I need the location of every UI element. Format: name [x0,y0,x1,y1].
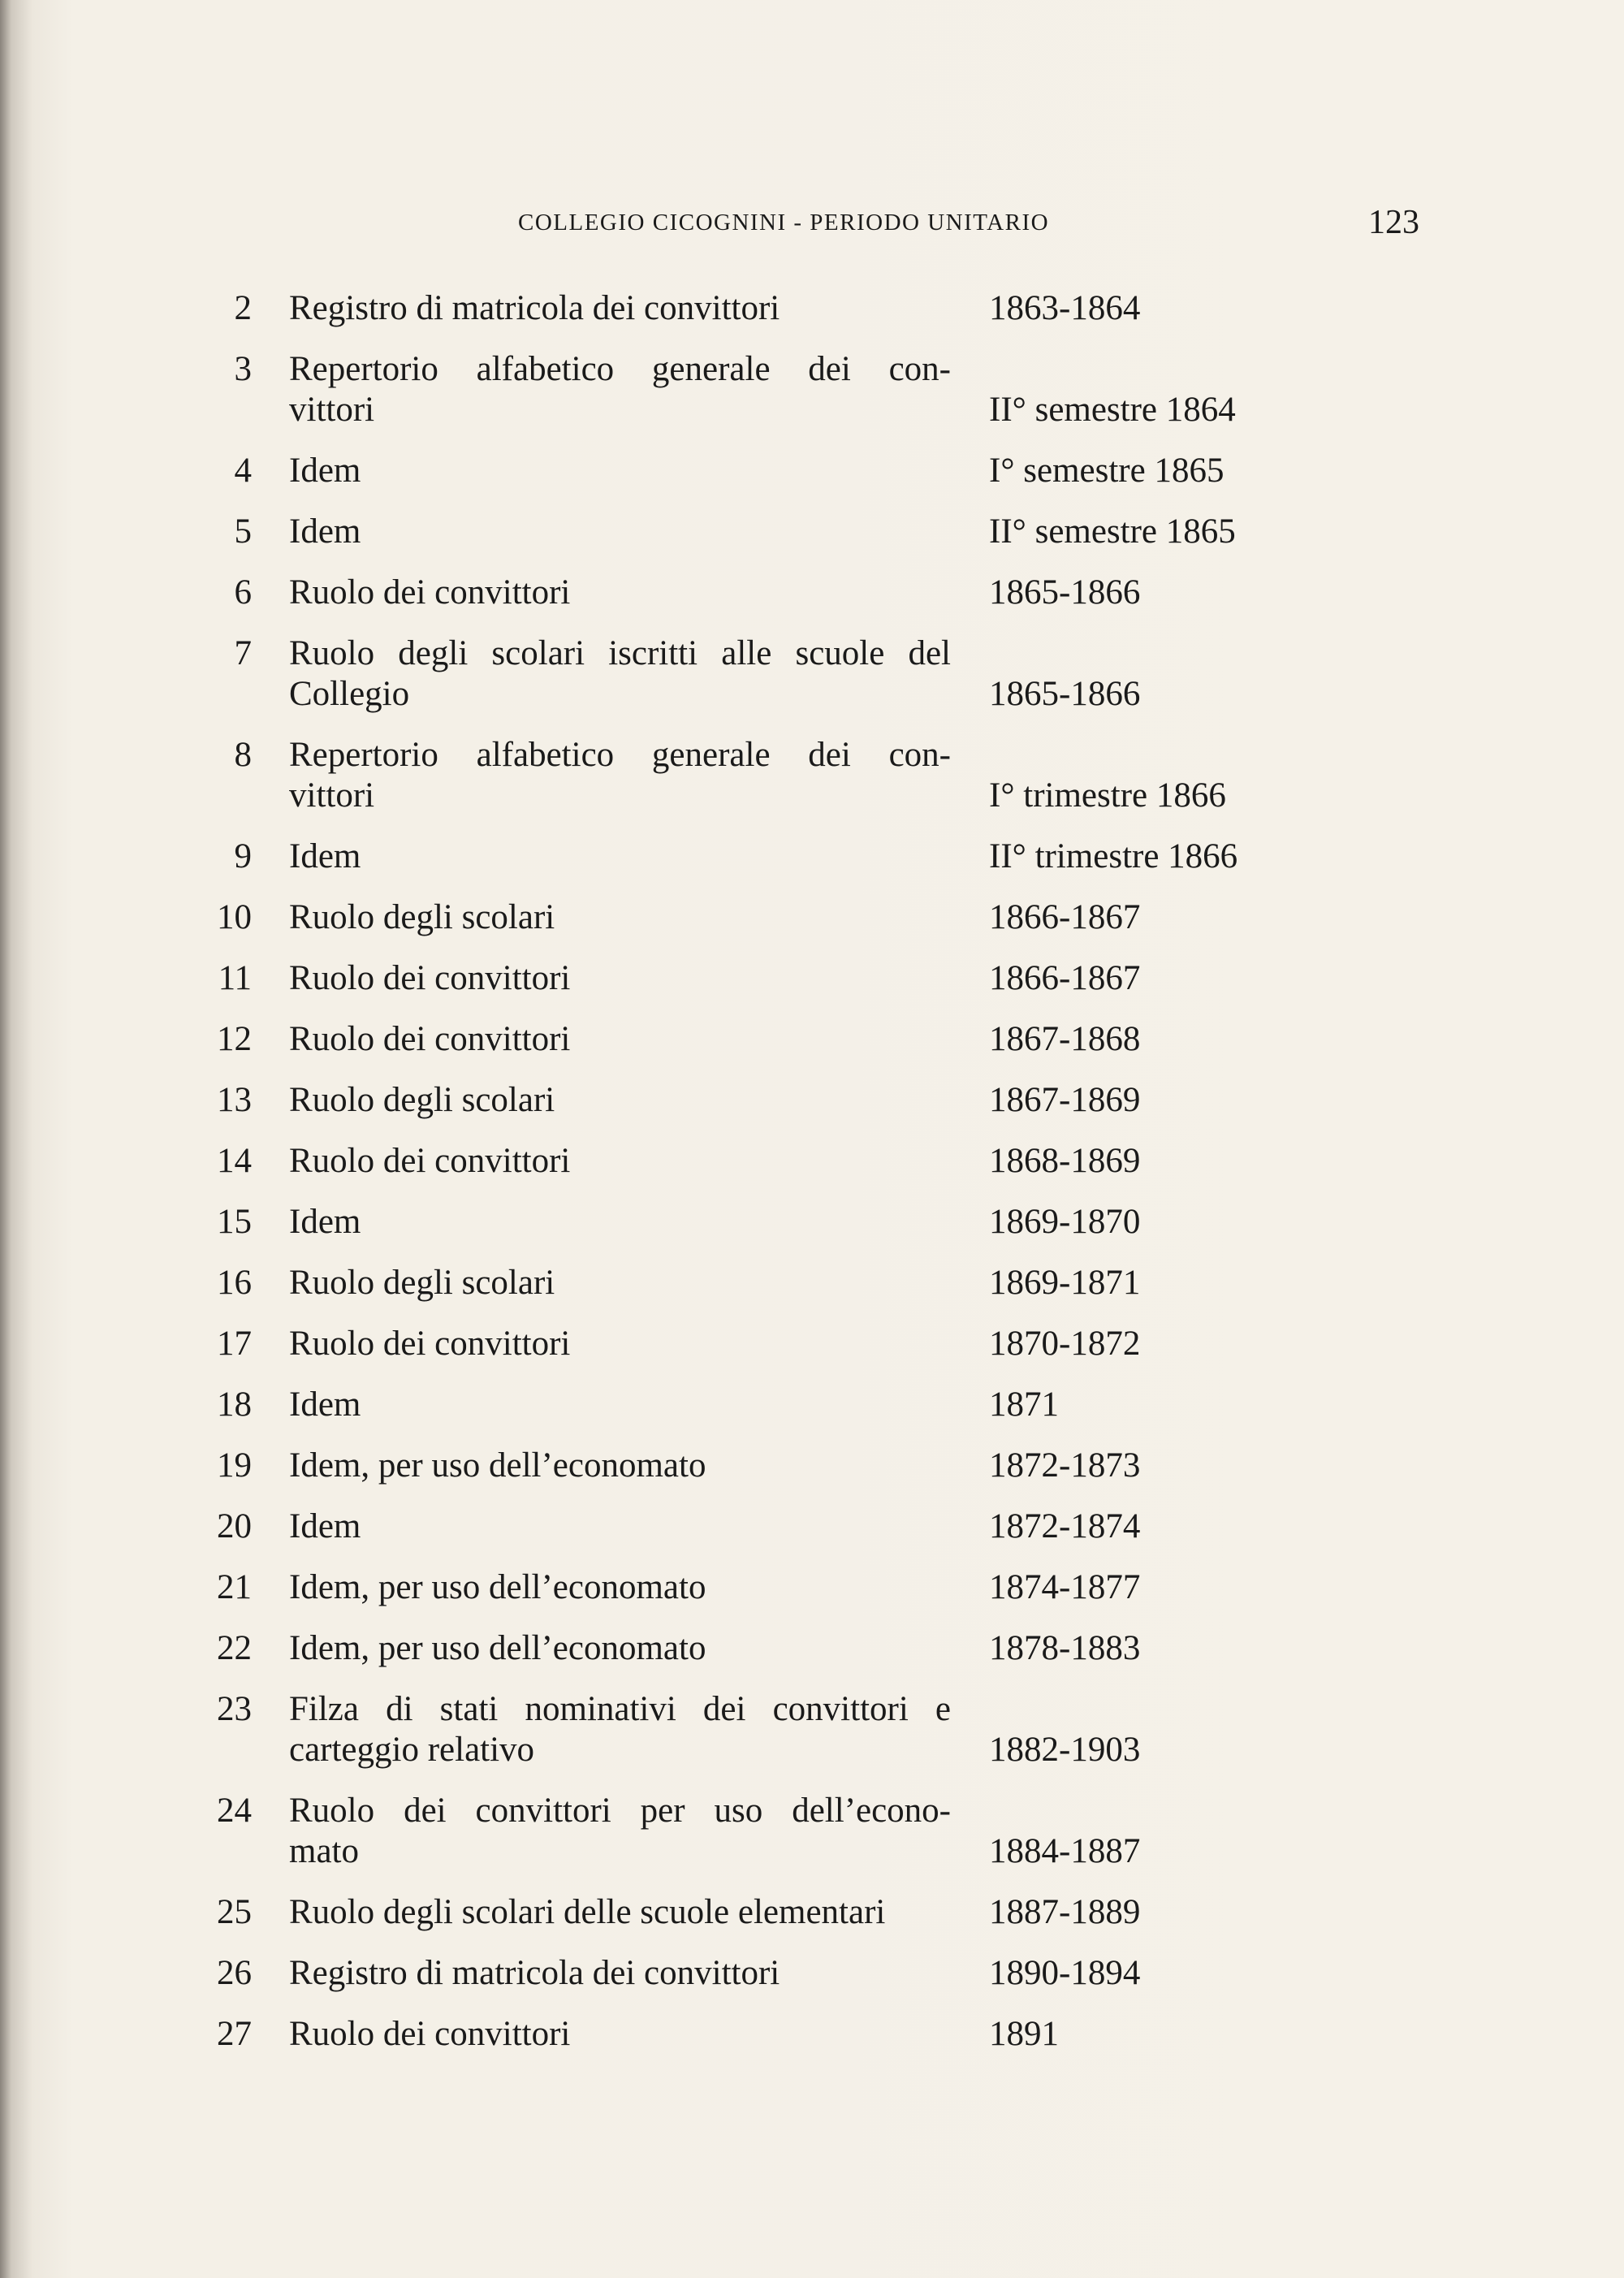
entry-date: 1872-1874 [989,1507,1141,1545]
entry-date: II° semestre 1865 [989,512,1236,551]
entry-number: 26 [217,1954,252,1992]
entry-description: Idem [289,837,361,875]
entry-description: Ruolo dei convittori per uso dell’econo- mato [289,1792,951,1870]
entry-number: 12 [217,1020,252,1058]
entry-description: Idem [289,1203,361,1241]
entry-description: Ruolo degli scolari delle scuole elementari [289,1893,886,1931]
entry-date: 1867-1869 [989,1081,1141,1119]
running-title: COLLEGIO CICOGNINI - PERIODO UNITARIO [518,210,1050,236]
list-item [0,1263,1624,1324]
entry-number: 16 [217,1264,252,1302]
entry-date: 1868-1869 [989,1142,1141,1180]
list-item [0,897,1624,958]
entry-number: 7 [234,634,252,672]
entry-number: 4 [234,452,252,490]
entry-number: 9 [234,837,252,875]
list-item [0,1446,1624,1506]
entry-description: Ruolo dei convittori [289,1142,571,1180]
entry-number: 20 [217,1507,252,1545]
entry-number: 3 [234,350,252,388]
entry-number: 17 [217,1325,252,1363]
entry-description: Ruolo degli scolari [289,898,555,936]
entry-number: 10 [217,898,252,936]
entry-description: Ruolo dei convittori [289,2015,571,2053]
entry-date: 1891 [989,2015,1059,2053]
entry-date: 1872-1873 [989,1446,1141,1485]
entry-date: 1869-1871 [989,1264,1141,1302]
entry-description: Ruolo dei convittori [289,573,571,612]
inventory-list [0,288,1624,2075]
entry-number: 13 [217,1081,252,1119]
entry-number: 15 [217,1203,252,1241]
list-item [0,1892,1624,1953]
entry-description: Registro di matricola dei convittori [289,1954,780,1992]
entry-date: 1865-1866 [989,573,1141,612]
entry-description: Idem [289,452,361,490]
list-item [0,1689,1624,1791]
entry-description: Ruolo dei convittori [289,1325,571,1363]
entry-description: Idem, per uso dell’economato [289,1446,706,1485]
entry-date: II° trimestre 1866 [989,837,1238,875]
entry-number: 18 [217,1385,252,1424]
list-item [0,1202,1624,1263]
entry-date: I° trimestre 1866 [989,776,1226,815]
entry-date: 1867-1868 [989,1020,1141,1058]
entry-date: 1871 [989,1385,1059,1424]
entry-description: Ruolo degli scolari iscritti alle scuole del Collegio [289,634,951,713]
list-item [0,288,1624,349]
list-item [0,1567,1624,1628]
entry-number: 5 [234,512,252,551]
entry-number: 27 [217,2015,252,2053]
entry-description: Ruolo dei convittori [289,1020,571,1058]
entry-description: Registro di matricola dei convittori [289,289,780,327]
entry-date: I° semestre 1865 [989,452,1224,490]
entry-description: Repertorio alfabetico generale dei con- vittori [289,736,951,815]
list-item [0,1019,1624,1080]
entry-number: 23 [217,1690,252,1728]
entry-description: Idem [289,1507,361,1545]
entry-number: 19 [217,1446,252,1485]
list-item [0,1791,1624,1892]
entry-number: 22 [217,1629,252,1667]
list-item [0,1141,1624,1202]
page-number: 123 [1368,204,1419,241]
entry-description: Ruolo degli scolari [289,1081,555,1119]
list-item [0,2014,1624,2075]
list-item [0,1506,1624,1567]
entry-date: 1863-1864 [989,289,1141,327]
list-item [0,958,1624,1019]
entry-date: 1865-1866 [989,675,1141,713]
list-item [0,512,1624,573]
entry-date: 1870-1872 [989,1325,1141,1363]
entry-date: 1869-1870 [989,1203,1141,1241]
entry-number: 14 [217,1142,252,1180]
list-item [0,349,1624,451]
entry-date: 1884-1887 [989,1832,1141,1870]
entry-description: Idem [289,1385,361,1424]
list-item [0,451,1624,512]
entry-date: 1878-1883 [989,1629,1141,1667]
entry-date: 1866-1867 [989,898,1141,936]
list-item [0,836,1624,897]
entry-description: Idem, per uso dell’economato [289,1629,706,1667]
list-item [0,1953,1624,2014]
entry-number: 24 [217,1792,252,1830]
entry-date: 1882-1903 [989,1731,1141,1769]
entry-number: 6 [234,573,252,612]
entry-number: 8 [234,736,252,774]
entry-number: 2 [234,289,252,327]
entry-date: II° semestre 1864 [989,391,1236,429]
entry-description: Ruolo degli scolari [289,1264,555,1302]
list-item [0,633,1624,735]
list-item [0,1628,1624,1689]
list-item [0,735,1624,836]
list-item [0,1385,1624,1446]
page-header [0,204,1624,242]
entry-description: Idem, per uso dell’economato [289,1568,706,1606]
entry-number: 21 [217,1568,252,1606]
list-item [0,1324,1624,1385]
entry-description: Filza di stati nominativi dei convittori e carteggio relativo [289,1690,951,1769]
entry-date: 1866-1867 [989,959,1141,997]
list-item [0,573,1624,633]
entry-number: 25 [217,1893,252,1931]
entry-number: 11 [218,959,252,997]
entry-description: Idem [289,512,361,551]
list-item [0,1080,1624,1141]
entry-description: Repertorio alfabetico generale dei con- vittori [289,350,951,429]
entry-date: 1887-1889 [989,1893,1141,1931]
entry-date: 1890-1894 [989,1954,1141,1992]
entry-description: Ruolo dei convittori [289,959,571,997]
entry-date: 1874-1877 [989,1568,1141,1606]
